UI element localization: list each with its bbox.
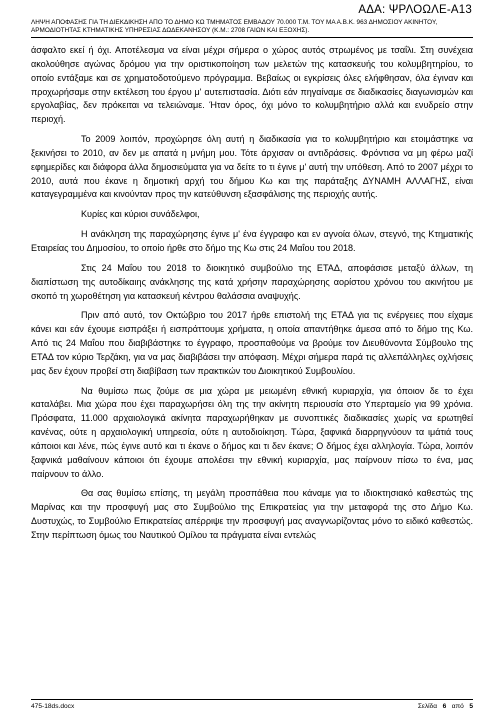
page-total: 5 xyxy=(469,703,473,710)
header-rule xyxy=(31,37,473,38)
page-label: Σελίδα xyxy=(417,703,438,710)
footer-filename: 475-18ds.docx xyxy=(31,703,75,710)
page-number: 6 xyxy=(442,703,447,710)
paragraph: Θα σας θυμίσω επίσης, τη μεγάλη προσπάθεια που κάναμε για το ιδιοκτησιακό καθεστώς της Μαρίνας και την προσφυγή μας στο Συμβούλιο της Επικρατείας για την μεταφορά της στο Δήμο Κω. Δυστυχώς, το Συμβούλιο Επικρατείας απέρριψε την προσφυγή μας αναγνωρίζοντας μόνο το ειδικό καθεστώς. Στην περίπτωση όμως του Ναυτικού Ομίλου τα πράγματα είναι εντελώς xyxy=(31,488,473,540)
document-body xyxy=(31,44,473,549)
of-label: από xyxy=(451,703,464,710)
paragraph: Πριν από αυτό, τον Οκτώβριο του 2017 ήρθε επιστολή της ΕΤΑΔ για τις ενέργειες που είχαμε κάνει και εάν έχουμε εισπράξει ή εισπράττουμε χρήματα, η οποία απαντήθηκε άμεσα από το δήμο της Κω. Από τις 24 Μαΐου που διαβιβάστηκε το έγγραφο, προσπαθούμε να βρούμε τον Διευθύνοντα Σύμβουλο της ΕΤΑΔ τον κύριο Τερζάκη, για να μας διαβιβάσει την απόφαση. Μέχρι σήμερα παρά τις αλλεπάλληλες οχλήσεις μας δεν έχουν προβεί στη διαβίβαση των πρακτικών του Διοικητικού Συμβουλίου. xyxy=(31,310,473,376)
footer-rule xyxy=(31,699,473,700)
paragraph: Να θυμίσω πως ζούμε σε μια χώρα με μειωμένη εθνική κυριαρχία, για όποιον δε το έχει καταλάβει. Μια χώρα που έχει παραχωρήσει όλη της την ακίνητη περιουσία στο Υπερταμείο για 99 χρόνια. Πρόσφατα, 11.000 αρχαιολογικά ακίνητα παραχωρήθηκαν με συνοπτικές διαδικασίες χωρίς να ερωτηθεί κανένας, ούτε η αρχαιολογική υπηρεσία, ούτε η αυτοδιοίκηση. Τώρα, ξαφνικά διαρρηγνύουν τα ιμάτιά τους κάποιοι και λένε, πώς έγινε αυτό και τι έκανε ο δήμος και τι δεν έκανε; Ο δήμος έχει αλληλογία. Τώρα, λοιπόν ξαφνικά μαθαίνουν κάποιοι ότι έχουμε απολέσει την εθνική κυριαρχία, μας παίρνουν πίσω το ένα, μας παίρνουν το άλλο. xyxy=(31,385,473,479)
footer-page-info xyxy=(418,703,473,710)
paragraph: Κυρίες και κύριοι συνάδελφοι, xyxy=(81,209,200,220)
paragraph: Η ανάκληση της παραχώρησης έγινε μ' ένα έγγραφο και εν αγνοία όλων, στεγνό, της Κτηματικής Εταιρείας του Δημοσίου, το οποίο ήρθε στο δήμο της Κω στις 24 Μαΐου του 2018. xyxy=(31,229,473,253)
paragraph: Στις 24 Μαΐου του 2018 το διοικητικό συμβούλιο της ΕΤΑΔ, αποφάσισε μεταξύ άλλων, τη διαπίστωση της αυτοδίκαιης ανάκλησης της κατά χρήσην παραχώρησης αορίστου χρόνου του ακινήτου με σκοπό τη χωροθέτηση για κατασκευή κέντρου θαλάσσια αναψυχής. xyxy=(31,262,473,301)
paragraph: Το 2009 λοιπόν, προχώρησε όλη αυτή η διαδικασία για το κολυμβητήριο και ετοιμάστηκε να ξεκινήσει το 2010, αν δεν με απατά η μνήμη μου. Τότε άρχισαν οι αντιδράσεις. Φρόντισα να μη φέρω μαζί εφημερίδες και διάφορα άλλα δημοσιεύματα για να δείτε το τι έγινε μ' αυτή την υπόθεση. Από το 2007 μέχρι το 2010, αυτά που έκανε η δημοτική αρχή του δήμου Κω και της παράταξης ΔΥΝΑΜΗ ΑΛΛΑΓΗΣ, είναι καταγεγραμμένα και κινούνταν προς την κατεύθυνση εξασφάλισης της περιοχής αυτής. xyxy=(31,134,473,200)
paragraph: άσφαλτο εκεί ή όχι. Αποτέλεσμα να είναι μέχρι σήμερα ο χώρος αυτός στρωμένος με τσαΐλι. Στη συνέχεια ακολούθησε αγώνας δρόμου για την οριστικοποίηση των μελετών της κατασκευής του κολυμβητηρίου, το οποίο εντάξαμε και σε χρηματοδοτούμενο πρόγραμμα. Βεβαίως οι εγκρίσεις όλες ελήφθησαν, όλα έγιναν και προχωρήσαμε στην εκτέλεση του έργου μ' αυτεπιστασία. Διότι εάν πηγαίναμε σε διαδικασίες διαγωνισμών και εργολαβίας, δεν πρόκειται να τελειώναμε. Ήταν όρος, όχι μόνο το κολυμβητήριο αλλά και ενυδρείο στην περιοχή. xyxy=(31,45,473,125)
ada-code: ΑΔΑ: ΨΡΛΟΩΛΕ-Α13 xyxy=(358,4,472,16)
document-header: ΛΗΨΗ ΑΠΟΦΑΣΗΣ ΓΙΑ ΤΗ ΔΙΕΚΔΙΚΗΣΗ ΑΠΟ ΤΟ ΔΗΜΟ ΚΩ ΤΜΗΜΑΤΟΣ ΕΜΒΑΔΟΥ 70.000 Τ.Μ. ΤΟΥ ΜΑ Α.Β.Κ. 963 ΔΗΜΟΣΙΟΥ ΑΚΙΝΗΤΟΥ, ΑΡΜΟΔΙΟΤΗΤΑΣ ΚΤΗΜΑΤΙΚΗΣ ΥΠΗΡΕΣΙΑΣ ΔΩΔΕΚΑΝΗΣΟΥ (Κ.Μ.: 2708 ΓΑΙΩΝ ΚΑΙ ΕΞΟΧΗΣ). xyxy=(31,19,438,35)
